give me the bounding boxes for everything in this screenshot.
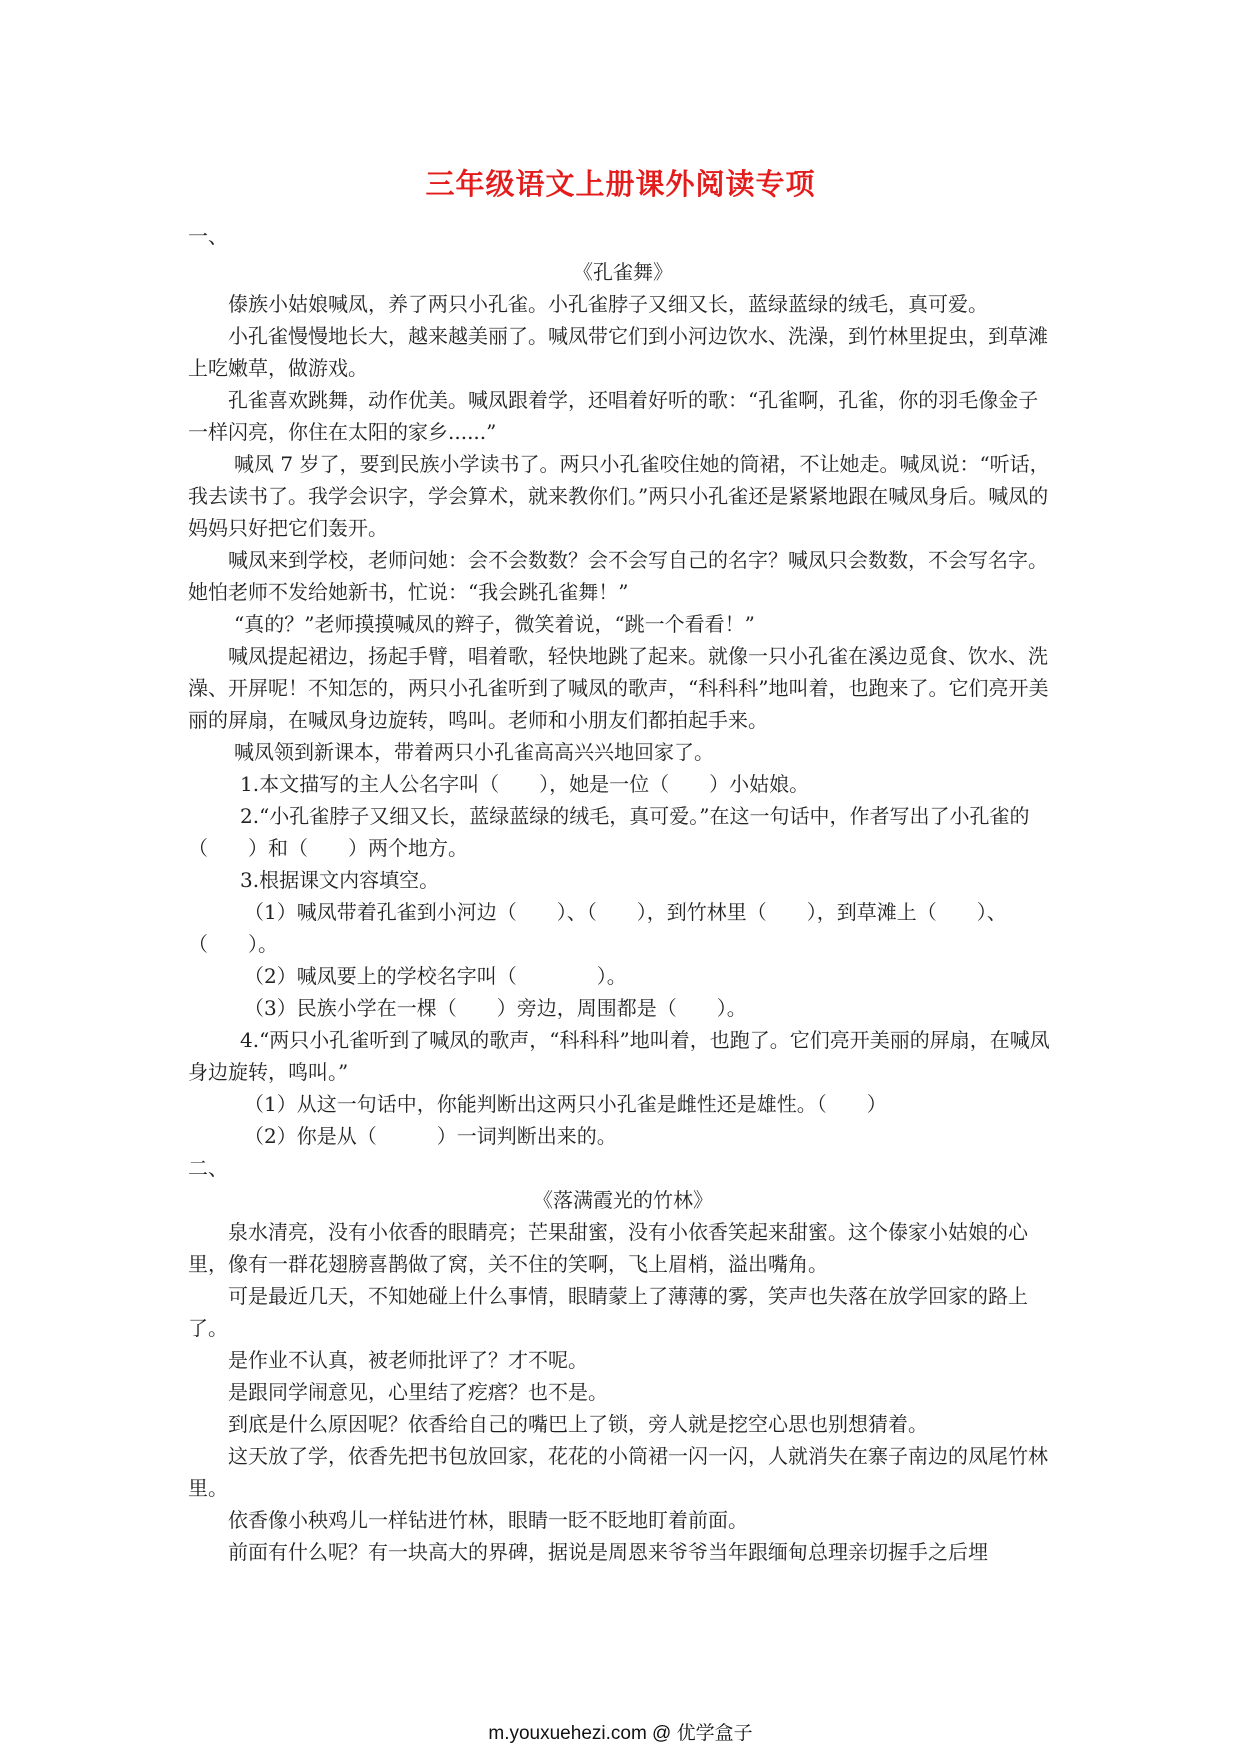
section-1-paragraph: 喊凤 7 岁了，要到民族小学读书了。两只小孔雀咬住她的筒裙，不让她走。喊凤说：“听话，我去读书了。我学会识字，学会算术，就来教你们。”两只小孔雀还是紧紧地跟在喊凤身后。喊凤的妈妈只好把它们轰开。 bbox=[188, 452, 1050, 540]
section-1-work-title: 《孔雀舞》 bbox=[573, 260, 673, 284]
section-2-paragraph: 可是最近几天，不知她碰上什么事情，眼睛蒙上了薄薄的雾，笑声也失落在放学回家的路上了。 bbox=[188, 1284, 1028, 1340]
section-2-label: 二、 bbox=[188, 1156, 228, 1180]
question-3: 3.根据课文内容填空。 bbox=[240, 868, 440, 892]
section-1-paragraph: 孔雀喜欢跳舞，动作优美。喊凤跟着学，还唱着好听的歌：“孔雀啊，孔雀，你的羽毛像金子一样闪亮，你住在太阳的家乡......” bbox=[188, 388, 1039, 444]
section-1-paragraph: 傣族小姑娘喊凤，养了两只小孔雀。小孔雀脖子又细又长，蓝绿蓝绿的绒毛，真可爱。 bbox=[228, 292, 988, 316]
question-3-part-2: （2）喊凤要上的学校名字叫（ ）。 bbox=[244, 964, 627, 988]
question-4-part-2: （2）你是从（ ）一词判断出来的。 bbox=[244, 1124, 617, 1148]
section-1-paragraph: 喊凤提起裙边，扬起手臂，唱着歌，轻快地跳了起来。就像一只小孔雀在溪边觅食、饮水、洗澡、开屏呢！不知怎的，两只小孔雀听到了喊凤的歌声，“科科科”地叫着，也跑来了。它们亮开美丽的屏扇，在喊凤身边旋转，鸣叫。老师和小朋友们都拍起手来。 bbox=[188, 644, 1049, 732]
section-1-paragraph: “真的？”老师摸摸喊凤的辫子，微笑着说，“跳一个看看！” bbox=[234, 612, 755, 636]
section-1-paragraph: 小孔雀慢慢地长大，越来越美丽了。喊凤带它们到小河边饮水、洗澡，到竹林里捉虫，到草滩上吃嫩草，做游戏。 bbox=[188, 324, 1048, 380]
question-3-part-3: （3）民族小学在一棵（ ）旁边，周围都是（ ）。 bbox=[244, 996, 747, 1020]
section-2-paragraph: 是跟同学闹意见，心里结了疙瘩？也不是。 bbox=[228, 1380, 608, 1404]
section-2-paragraph: 到底是什么原因呢？依香给自己的嘴巴上了锁，旁人就是挖空心思也别想猜着。 bbox=[228, 1412, 928, 1436]
question-4: 4.“两只小孔雀听到了喊凤的歌声，“科科科”地叫着，也跑了。它们亮开美丽的屏扇，在喊凤身边旋转，鸣叫。” bbox=[188, 1028, 1050, 1084]
document-title: 三年级语文上册课外阅读专项 bbox=[425, 167, 816, 201]
section-1-paragraph: 喊凤来到学校，老师问她：会不会数数？会不会写自己的名字？喊凤只会数数，不会写名字。她怕老师不发给她新书，忙说：“我会跳孔雀舞！” bbox=[188, 548, 1048, 604]
document-body bbox=[188, 220, 1058, 1568]
question-1: 1.本文描写的主人公名字叫（ ），她是一位（ ）小姑娘。 bbox=[240, 772, 810, 796]
question-2: 2.“小孔雀脖子又细又长，蓝绿蓝绿的绒毛，真可爱。”在这一句话中，作者写出了小孔雀的（ ）和（ ）两个地方。 bbox=[188, 804, 1030, 860]
question-4-part-1: （1）从这一句话中，你能判断出这两只小孔雀是雌性还是雄性。（ ） bbox=[244, 1092, 887, 1116]
section-2-paragraph: 依香像小秧鸡儿一样钻进竹林，眼睛一眨不眨地盯着前面。 bbox=[228, 1508, 748, 1532]
section-2-paragraph: 前面有什么呢？有一块高大的界碑，据说是周恩来爷爷当年跟缅甸总理亲切握手之后埋 bbox=[228, 1540, 988, 1564]
section-2-paragraph: 是作业不认真，被老师批评了？才不呢。 bbox=[228, 1348, 588, 1372]
question-3-part-1: （1）喊凤带着孔雀到小河边（ ）、（ ），到竹林里（ ），到草滩上（ ）、（ ）。 bbox=[188, 900, 1007, 956]
section-1-paragraph: 喊凤领到新课本，带着两只小孔雀高高兴兴地回家了。 bbox=[234, 740, 714, 764]
section-2-paragraph: 这天放了学，依香先把书包放回家，花花的小筒裙一闪一闪，人就消失在寨子南边的凤尾竹林里。 bbox=[188, 1444, 1048, 1500]
section-1-label: 一、 bbox=[188, 224, 228, 248]
section-2-work-title: 《落满霞光的竹林》 bbox=[533, 1188, 713, 1212]
section-2-paragraph: 泉水清亮，没有小依香的眼睛亮；芒果甜蜜，没有小依香笑起来甜蜜。这个傣家小姑娘的心里，像有一群花翅膀喜鹊做了窝，关不住的笑啊，飞上眉梢，溢出嘴角。 bbox=[188, 1220, 1028, 1276]
footer-watermark: m.youxuehezi.com @ 优学盒子 bbox=[488, 1723, 753, 1744]
